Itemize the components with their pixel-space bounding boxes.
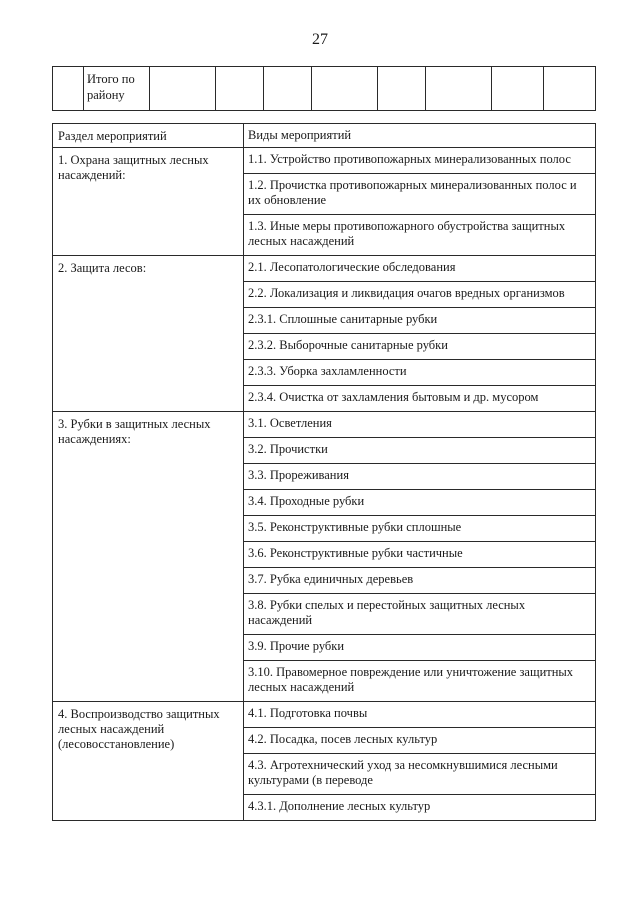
activity-cell: 1.3. Иные меры противопожарного обустройства защитных лесных насаждений [244, 215, 596, 256]
summary-table [52, 66, 596, 111]
activity-cell: 3.9. Прочие рубки [244, 635, 596, 661]
summary-row [53, 67, 596, 111]
activity-cell: 2.3.4. Очистка от захламления бытовым и др. мусором [244, 386, 596, 412]
activity-cell: 3.1. Осветления [244, 412, 596, 438]
page-number: 27 [312, 31, 328, 48]
summary-cell [492, 67, 544, 111]
activity-cell: 2.1. Лесопатологические обследования [244, 256, 596, 282]
activity-cell: 4.2. Посадка, посев лесных культур [244, 728, 596, 754]
activity-cell: 3.4. Проходные рубки [244, 490, 596, 516]
summary-label: Итого по району [84, 67, 150, 111]
section-cell: 1. Охрана защитных лесных насаждений: [53, 148, 244, 256]
activity-cell: 3.7. Рубка единичных деревьев [244, 568, 596, 594]
table-header-row [53, 124, 596, 148]
activity-cell: 3.6. Реконструктивные рубки частичные [244, 542, 596, 568]
activity-cell: 4.3. Агротехнический уход за несомкнувшимися лесными культурами (в переводе [244, 754, 596, 795]
activity-cell: 2.3.2. Выборочные санитарные рубки [244, 334, 596, 360]
activity-cell: 2.3.1. Сплошные санитарные рубки [244, 308, 596, 334]
activities-table [52, 123, 596, 821]
activity-cell: 3.2. Прочистки [244, 438, 596, 464]
activity-cell: 2.2. Локализация и ликвидация очагов вредных организмов [244, 282, 596, 308]
summary-cell [216, 67, 264, 111]
summary-cell [53, 67, 84, 111]
activity-cell: 3.5. Реконструктивные рубки сплошные [244, 516, 596, 542]
table-row [53, 148, 596, 174]
section-cell: 4. Воспроизводство защитных лесных насаждений (лесовосстановление) [53, 702, 244, 821]
activity-cell: 3.8. Рубки спелых и перестойных защитных лесных насаждений [244, 594, 596, 635]
header-section: Раздел мероприятий [53, 124, 244, 148]
activity-cell: 4.1. Подготовка почвы [244, 702, 596, 728]
activity-cell: 1.2. Прочистка противопожарных минерализованных полос и их обновление [244, 174, 596, 215]
table-row [53, 256, 596, 282]
activity-cell: 3.10. Правомерное повреждение или уничтожение защитных лесных насаждений [244, 661, 596, 702]
header-activities: Виды мероприятий [244, 124, 596, 148]
summary-cell [312, 67, 378, 111]
summary-cell [378, 67, 426, 111]
summary-cell [150, 67, 216, 111]
table-row [53, 702, 596, 728]
summary-cell [544, 67, 596, 111]
summary-cell [426, 67, 492, 111]
table-row [53, 412, 596, 438]
activity-cell: 4.3.1. Дополнение лесных культур [244, 795, 596, 821]
section-cell: 2. Защита лесов: [53, 256, 244, 412]
summary-cell [264, 67, 312, 111]
activity-cell: 3.3. Прореживания [244, 464, 596, 490]
activity-cell: 1.1. Устройство противопожарных минерализованных полос [244, 148, 596, 174]
activity-cell: 2.3.3. Уборка захламленности [244, 360, 596, 386]
section-cell: 3. Рубки в защитных лесных насаждениях: [53, 412, 244, 702]
